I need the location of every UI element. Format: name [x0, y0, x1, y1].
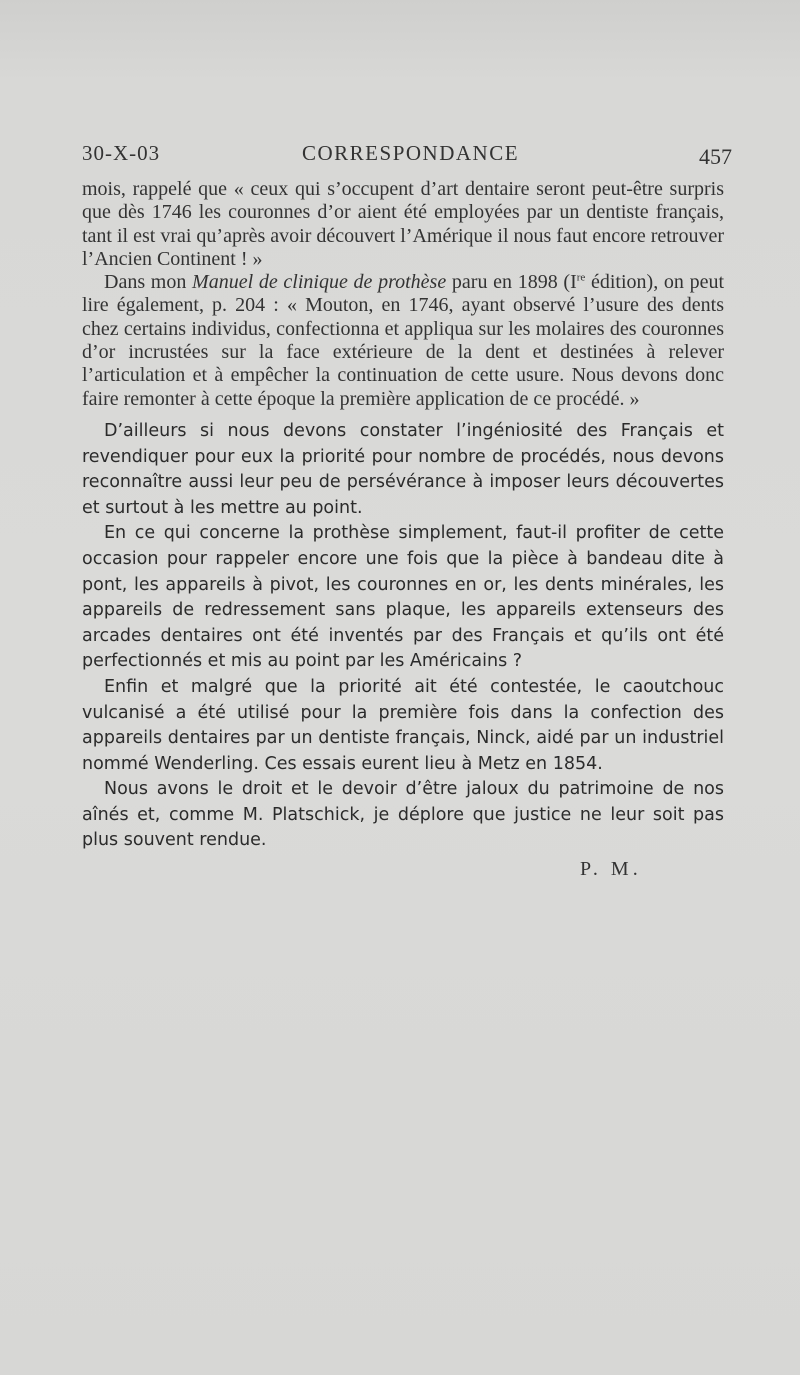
article-paragraph-3: Enfin et malgré que la priorité ait été contestée, le caoutchouc vulcanisé a été utilisé pour la première fois dans la confection des appareils dentaires par un dentiste français, Ninck, aidé par un industriel nommé Wenderling. Ces essais eurent lieu à Metz en 1854. [82, 676, 724, 774]
quote-p2-rest: édition), on peut lire également, p. 204 : « Mouton, en 1746, ayant observé l’usure des dents chez certains individus, confectionna et appliqua sur les molaires des couronnes d’or incrustées sur la face extérieure de la dent et destinées à relever l’articulation et à empêcher la continuation de cette usure. Nous devons donc faire remonter à cette époque la première application de ce procédé. » [82, 271, 725, 410]
book-title: Manuel de clinique de prothèse [192, 271, 447, 294]
quote-paragraph-2 [82, 271, 724, 411]
quote-paragraph-1: mois, rappelé que « ceux qui s’occupent d’art dentaire seront peut-être surpris que dès 1746 les couronnes d’or aient été employées par un dentiste français, tant il est vrai qu’après avoir découvert l’Amérique il nous faut encore retrouver l’Ancien Continent ! » [82, 178, 724, 270]
header-date: 30-X-03 [82, 141, 161, 165]
quoted-correspondence [82, 178, 724, 411]
running-header [82, 141, 732, 171]
article-text [82, 419, 724, 854]
header-title: CORRESPONDANCE [302, 141, 520, 165]
article-paragraph-2: En ce qui concerne la prothèse simplement, faut-il profiter de cette occasion pour rappeler encore une fois que la pièce à bandeau dite à pont, les appareils à pivot, les couronnes en or, les dents minérales, les appareils de redressement sans plaque, les appareils extenseurs des arcades dentaires ont été inventés par des Français et qu’ils ont été perfectionnés et mis au point par les Américains ? [82, 523, 724, 672]
author-signature: P. M. [580, 858, 642, 880]
page-body [82, 178, 724, 854]
page-number: 457 [699, 144, 732, 169]
article-paragraph-4: Nous avons le droit et le devoir d’être jaloux du patrimoine de nos aînés et, comme M. Platschick, je déplore que justice ne leur soit pas plus souvent rendue. [82, 779, 724, 851]
quote-p2-mid: paru en 1898 (I [446, 271, 577, 294]
edition-superscript: re [576, 271, 586, 284]
article-paragraph-1: D’ailleurs si nous devons constater l’ingéniosité des Français et revendiquer pour eux la priorité pour nombre de procédés, nous devons reconnaître aussi leur peu de persévérance à imposer leurs découvertes et surtout à les mettre au point. [82, 420, 724, 518]
quote-p2-lead: Dans mon [104, 271, 193, 294]
